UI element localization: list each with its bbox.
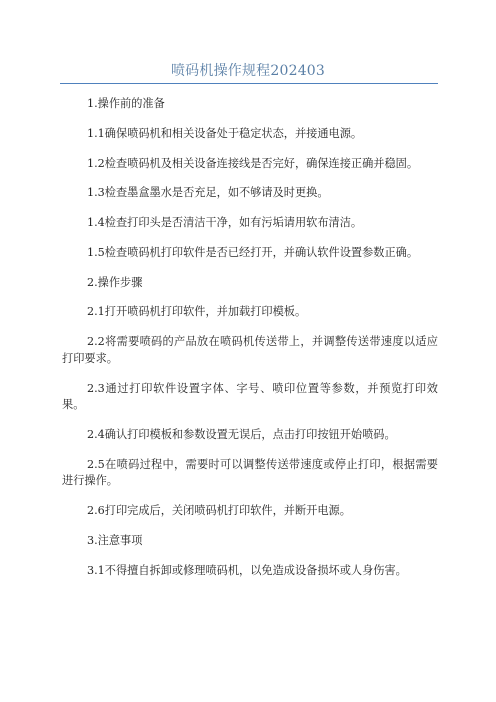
paragraph-2-2: 2.2将需要喷码的产品放在喷码机传送带上，并调整传送带速度以适应打印要求。 — [62, 335, 438, 365]
paragraph-1-4: 1.4检查打印头是否清洁干净，如有污垢请用软布清洁。 — [87, 216, 363, 230]
section-heading-2: 2.操作步骤 — [87, 275, 143, 289]
paragraph-1-5: 1.5检查喷码机打印软件是否已经打开，并确认软件设置参数正确。 — [87, 245, 419, 259]
paragraph-3-1: 3.1不得擅自拆卸或修理喷码机，以免造成设备损坏或人身伤害。 — [87, 563, 407, 577]
paragraph-2-6: 2.6打印完成后，关闭喷码机打印软件，并断开电源。 — [87, 504, 351, 518]
paragraph-1-2: 1.2检查喷码机及相关设备连接线是否完好，确保连接正确并稳固。 — [87, 156, 419, 170]
paragraph-1-1: 1.1确保喷码机和相关设备处于稳定状态，并接通电源。 — [87, 126, 363, 140]
title-underline — [60, 83, 438, 84]
document-body — [62, 96, 438, 593]
paragraph-2-3: 2.3通过打印软件设置字体、字号、喷印位置等参数，并预览打印效果。 — [62, 381, 438, 412]
paragraph-2-1: 2.1打开喷码机打印软件，并加载打印模板。 — [87, 305, 307, 319]
section-heading-3: 3.注意事项 — [87, 533, 143, 547]
paragraph-1-3: 1.3检查墨盒墨水是否充足，如不够请及时更换。 — [87, 186, 329, 200]
document-title: 喷码机操作规程202403 — [170, 63, 326, 79]
paragraph-2-4: 2.4确认打印模板和参数设置无误后，点击打印按钮开始喷码。 — [87, 428, 396, 441]
paragraph-2-5: 2.5在喷码过程中，需要时可以调整传送带速度或停止打印，根据需要进行操作。 — [62, 457, 438, 488]
section-heading-1: 1.操作前的准备 — [87, 97, 165, 110]
